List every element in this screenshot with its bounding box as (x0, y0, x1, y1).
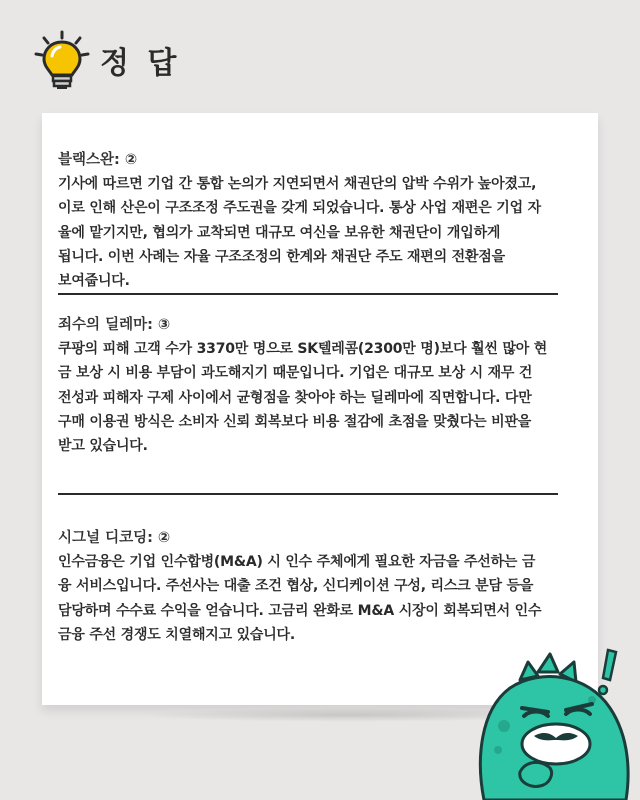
answer-line: 금 보상 시 비용 부담이 과도해지기 때문입니다. 기업은 대규모 보상 시 재무 건 (58, 365, 533, 382)
answer-line: 이로 인해 산은이 구조조정 주도권을 갖게 되었습니다. 통상 사업 재편은 기업 자 (58, 200, 541, 217)
answer-card (42, 113, 598, 705)
answer-line: 인수금융은 기업 인수합병(M&A) 시 인수 주체에게 필요한 자금을 주선하는 금 (58, 554, 536, 570)
answer-section-3 (58, 526, 588, 647)
dinosaur-mascot-icon (470, 640, 640, 800)
answer-title: 시그널 디코딩: ② (58, 530, 171, 546)
section-divider (58, 493, 558, 495)
answer-body (58, 172, 588, 293)
answer-line: 융 서비스입니다. 주선사는 대출 조건 협상, 신디케이션 구성, 리스크 분담 등을 (58, 578, 534, 595)
answer-line: 받고 있습니다. (58, 438, 148, 455)
page-title: 정 답 (100, 46, 181, 81)
lightbulb-icon (30, 28, 94, 92)
answer-line: 담당하며 수수료 수익을 얻습니다. 고금리 완화로 M&A 시장이 회복되면서 인수 (58, 602, 542, 619)
answer-line: 보여줍니다. (58, 273, 130, 290)
answer-body (58, 550, 588, 647)
answer-line: 전성과 피해자 구제 사이에서 균형점을 찾아야 하는 딜레마에 직면합니다. 다만 (58, 389, 532, 406)
answer-line: 됩니다. 이번 사례는 자율 구조조정의 한계와 채권단 주도 재편의 전환점을 (58, 248, 505, 265)
answer-line: 금융 주선 경쟁도 치열해지고 있습니다. (58, 626, 295, 643)
answer-line: 기사에 따르면 기업 간 통합 논의가 지연되면서 채권단의 압박 수위가 높아졌고, (58, 176, 537, 192)
answer-section-1 (58, 148, 588, 293)
answer-title: 블랙스완: ② (58, 152, 138, 168)
page-header (30, 30, 180, 90)
answer-body (58, 337, 588, 458)
answer-section-2 (58, 313, 588, 458)
section-divider (58, 293, 558, 295)
answer-title: 죄수의 딜레마: ③ (58, 317, 171, 333)
answer-line: 율에 맡기지만, 협의가 교착되면 대규모 여신을 보유한 채권단이 개입하게 (58, 224, 501, 241)
answer-line: 쿠팡의 피해 고객 수가 3370만 명으로 SK텔레콤(2300만 명)보다 훨씬 많아 현 (58, 341, 548, 357)
answer-line: 구매 이용권 방식은 소비자 신뢰 회복보다 비용 절감에 초점을 맞췄다는 비판을 (58, 413, 532, 430)
